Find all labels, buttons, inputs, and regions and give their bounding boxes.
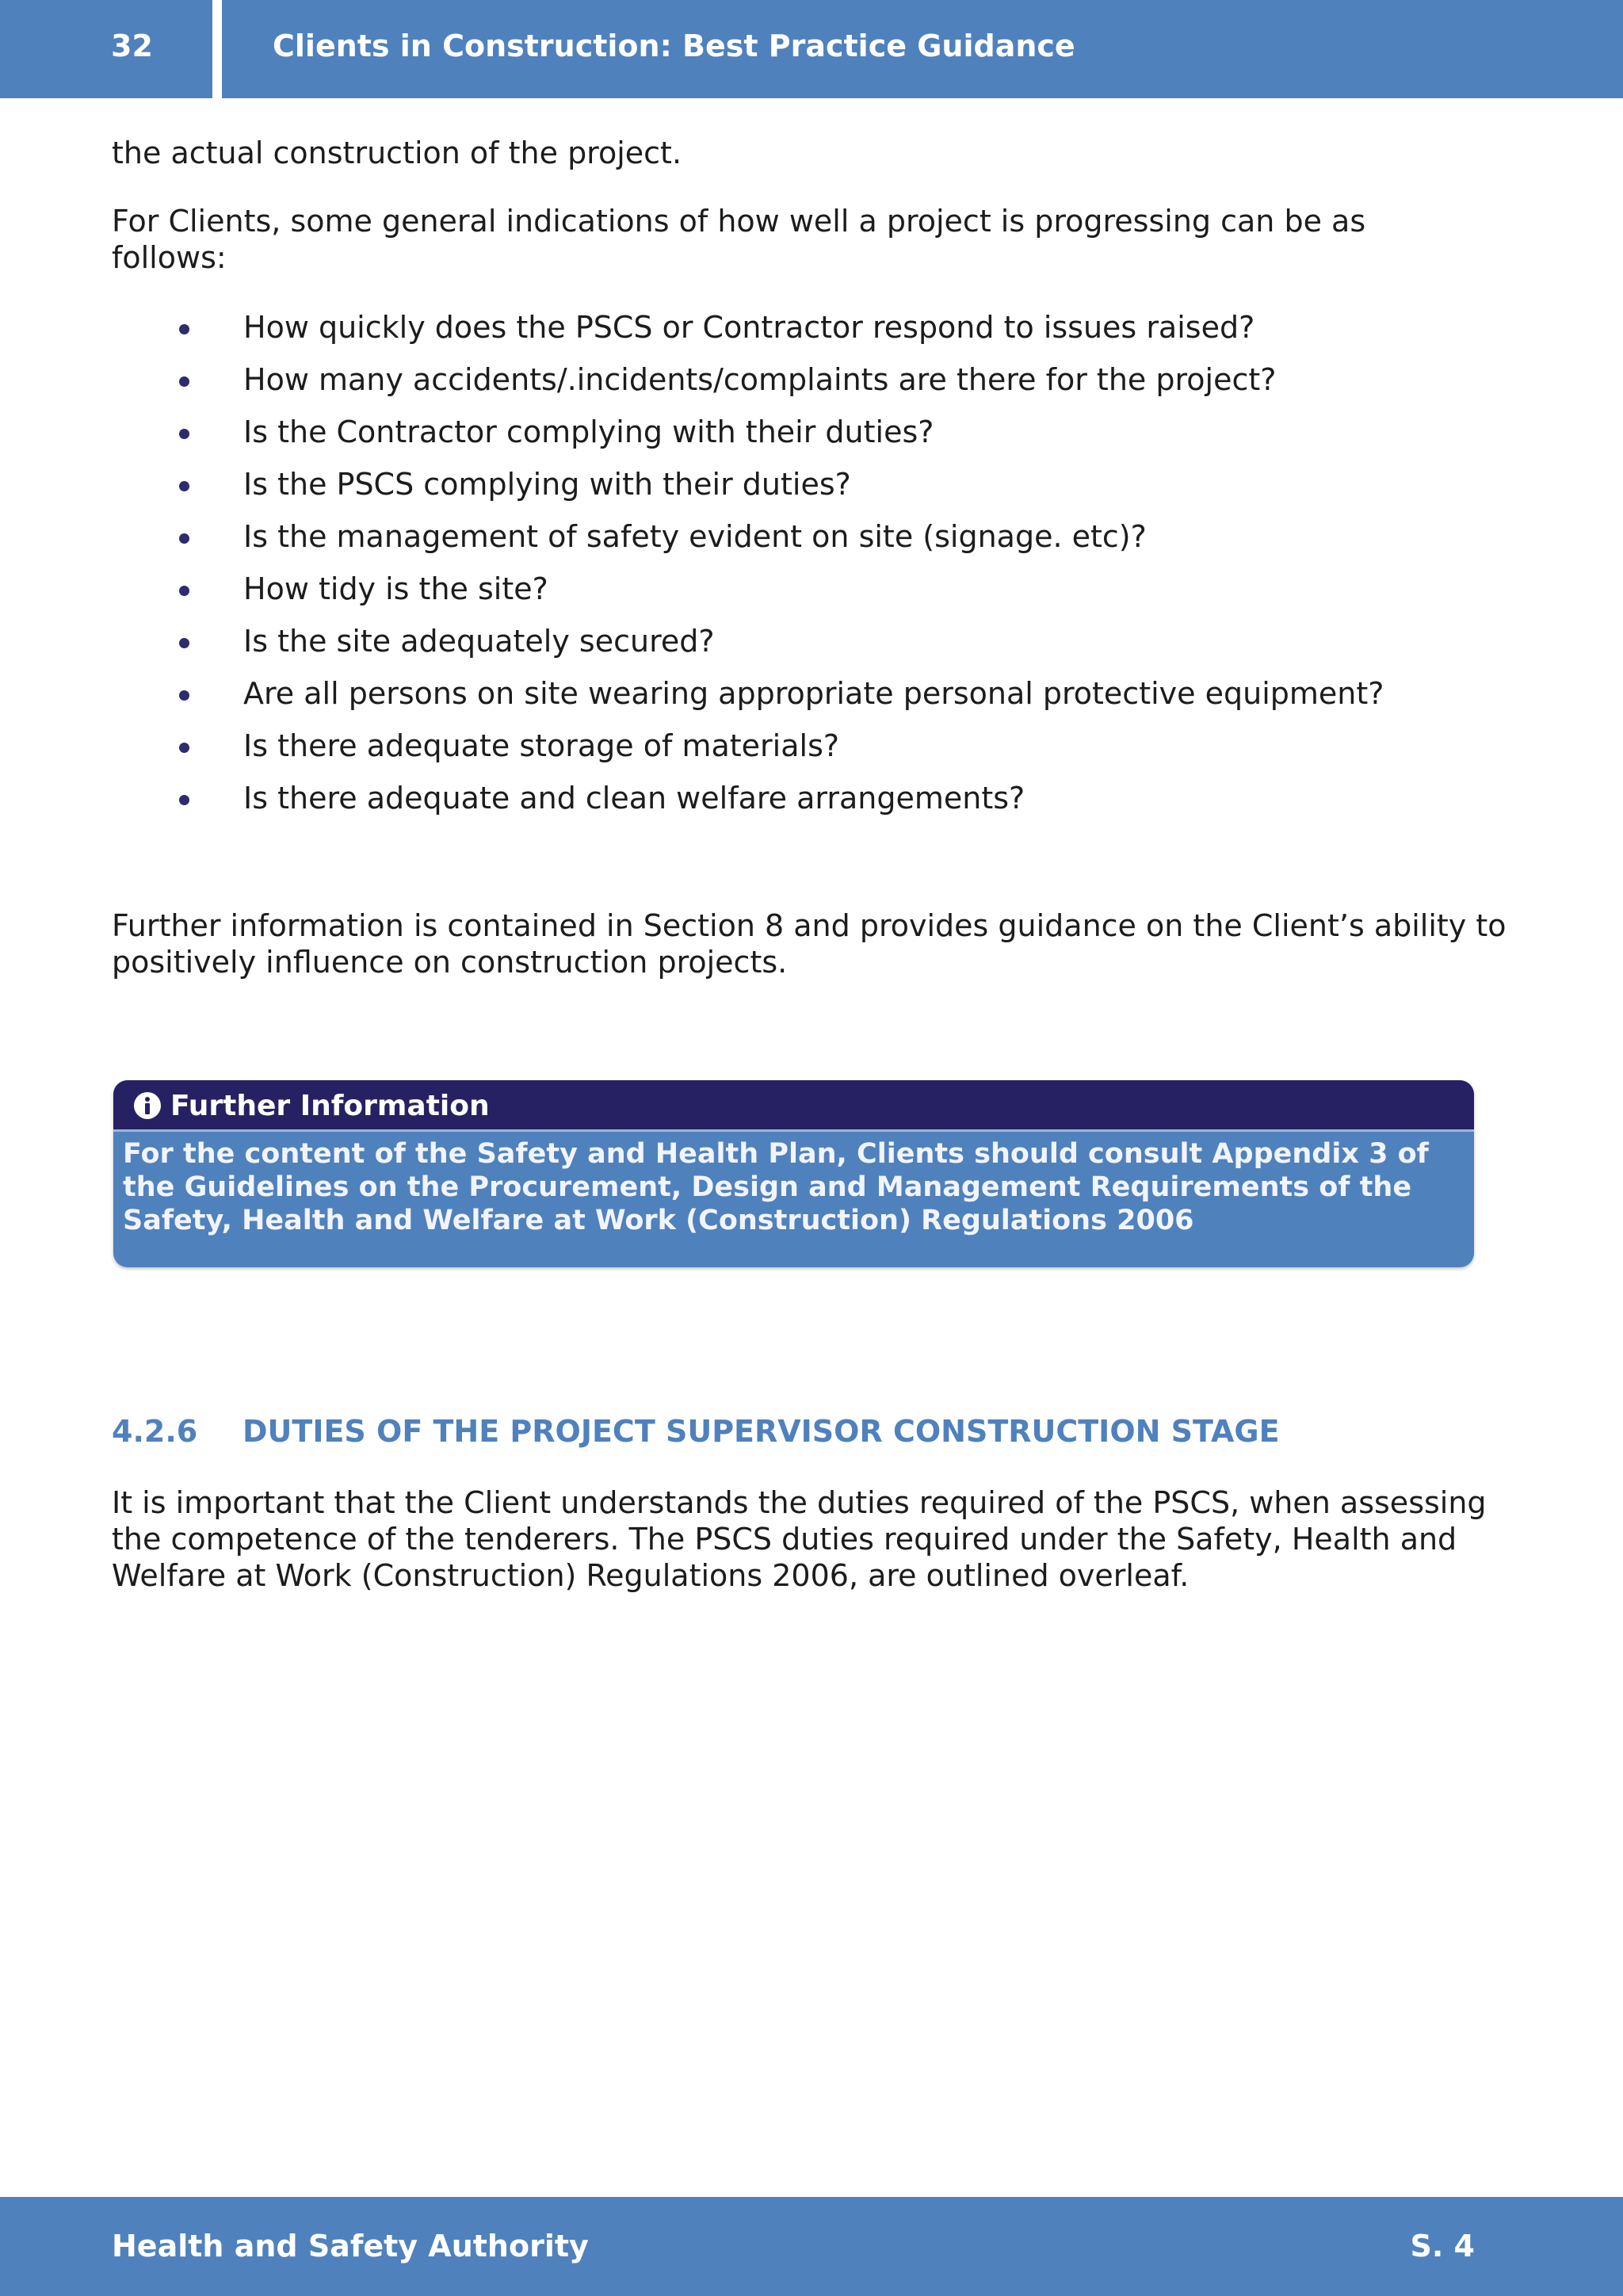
section-number: 4.2.6 — [112, 1414, 198, 1449]
page-header — [0, 0, 1623, 98]
list-item: Is there adequate storage of materials? — [112, 728, 1475, 780]
bullet-icon — [179, 324, 189, 334]
footer-organisation: Health and Safety Authority — [112, 2229, 589, 2264]
info-icon — [132, 1091, 162, 1121]
main-content — [112, 135, 1475, 832]
bullet-icon — [179, 690, 189, 701]
lead-paragraph: For Clients, some general indications of how well a project is progressing can be as follows: — [112, 204, 1366, 275]
bullet-icon — [179, 481, 189, 491]
list-item: How many accidents/.incidents/complaints are there for the project? — [112, 361, 1475, 414]
further-information-paragraph: Further information is contained in Section 8 and provides guidance on the Client’s ability to positively influence on construction projects. — [112, 908, 1507, 980]
progress-indicator-list — [112, 309, 1475, 832]
footer-section-ref: S. 4 — [1410, 2229, 1475, 2264]
bullet-icon — [179, 638, 189, 648]
bullet-icon — [179, 429, 189, 439]
list-item: Are all persons on site wearing appropriate personal protective equipment? — [112, 675, 1475, 728]
info-box-title: Further Information — [170, 1090, 490, 1122]
list-item: Is the site adequately secured? — [112, 623, 1475, 675]
page-footer — [0, 2197, 1623, 2296]
info-box-text: For the content of the Safety and Health Plan, Clients should consult Appendix 3 of the Guidelines on the Procurement, Design and Management Requirements of the Safety, Health and Welfare at Work (Construction) Regulations 2006 — [123, 1138, 1429, 1236]
bullet-icon — [179, 743, 189, 753]
bullet-icon — [179, 533, 189, 544]
bullet-icon — [179, 376, 189, 387]
list-item: How tidy is the site? — [112, 571, 1475, 623]
list-item: Is there adequate and clean welfare arrangements? — [112, 780, 1475, 832]
list-item: Is the management of safety evident on site (signage. etc)? — [112, 518, 1475, 571]
list-item: Is the Contractor complying with their duties? — [112, 414, 1475, 466]
section-title: DUTIES OF THE PROJECT SUPERVISOR CONSTRUCTION STAGE — [242, 1414, 1280, 1449]
info-box-header — [113, 1080, 1474, 1132]
document-title: Clients in Construction: Best Practice Guidance — [273, 29, 1075, 63]
list-item: Is the PSCS complying with their duties? — [112, 466, 1475, 518]
bullet-icon — [179, 795, 189, 805]
section-heading — [112, 1414, 1280, 1449]
section-paragraph: It is important that the Client understands the duties required of the PSCS, when assessing the competence of the tenderers. The PSCS duties required under the Safety, Health and Welfare at Work (Construction) Regulations 2006, are outlined overleaf. — [112, 1485, 1487, 1593]
page-number: 32 — [111, 29, 153, 63]
intro-continuation: the actual construction of the project. — [112, 136, 682, 170]
page-number-box — [0, 0, 212, 98]
bullet-icon — [179, 586, 189, 596]
further-information-box — [113, 1080, 1474, 1267]
list-item: How quickly does the PSCS or Contractor respond to issues raised? — [112, 309, 1475, 361]
